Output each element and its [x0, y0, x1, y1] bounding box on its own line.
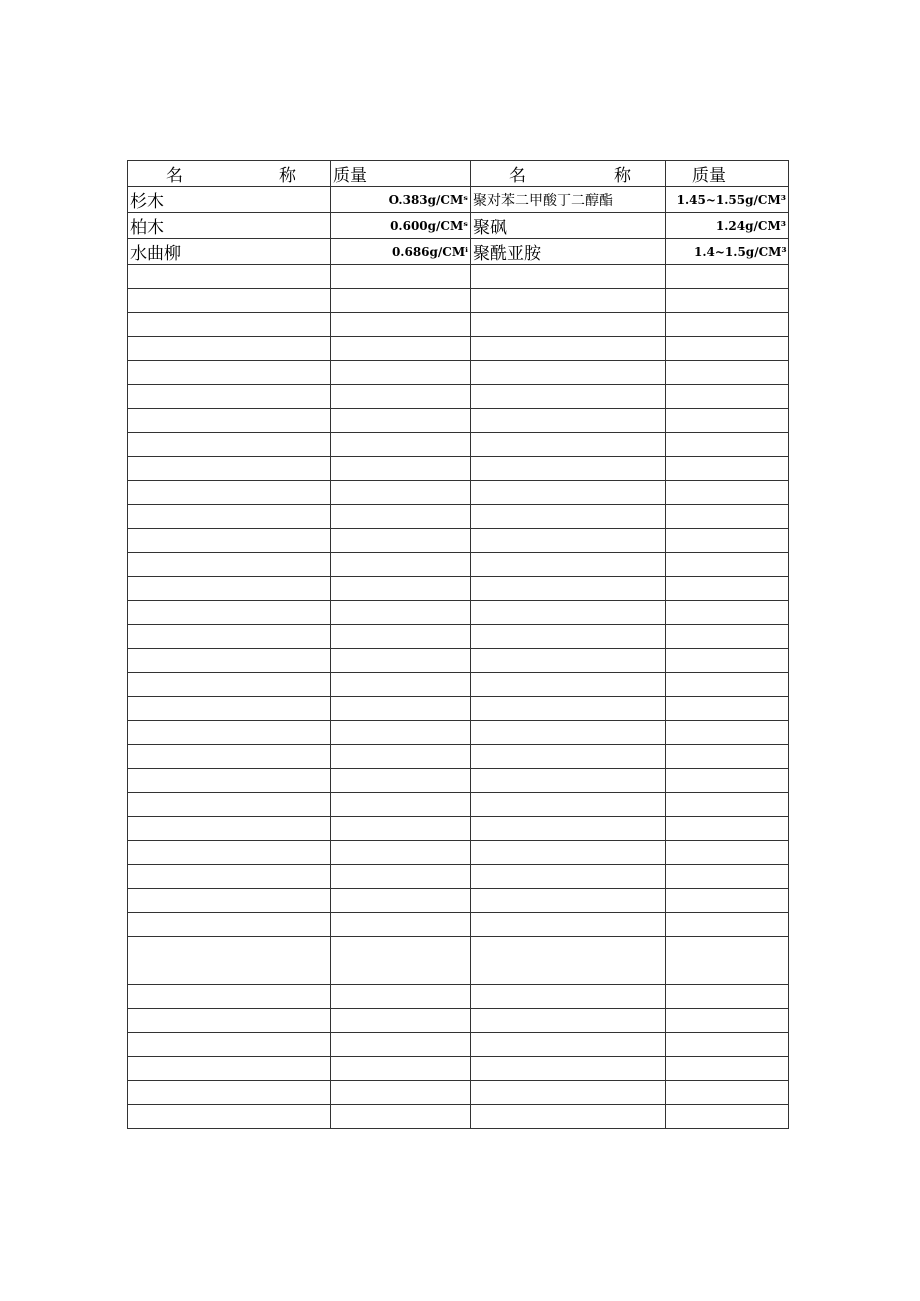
- empty-table-row: [128, 433, 789, 457]
- empty-mass-left-cell: [331, 313, 471, 337]
- empty-name-right-cell: [471, 337, 666, 361]
- empty-mass-left-cell: [331, 745, 471, 769]
- material-density-right: 1.45~1.55g∕CM³: [666, 187, 789, 213]
- empty-table-row: [128, 577, 789, 601]
- empty-mass-right-cell: [666, 793, 789, 817]
- empty-table-row: [128, 1105, 789, 1129]
- empty-mass-right-cell: [666, 1057, 789, 1081]
- empty-mass-left-cell: [331, 289, 471, 313]
- empty-mass-left-cell: [331, 385, 471, 409]
- empty-name-left-cell: [128, 433, 331, 457]
- empty-mass-left-cell: [331, 985, 471, 1009]
- empty-mass-left-cell: [331, 1057, 471, 1081]
- empty-mass-left-cell: [331, 481, 471, 505]
- empty-name-right-cell: [471, 793, 666, 817]
- empty-mass-left-cell: [331, 361, 471, 385]
- empty-name-left-cell: [128, 409, 331, 433]
- empty-table-row: [128, 985, 789, 1009]
- empty-mass-right-cell: [666, 673, 789, 697]
- header-name-left-char-1: 名: [166, 166, 183, 186]
- empty-mass-right-cell: [666, 1081, 789, 1105]
- empty-table-row: [128, 457, 789, 481]
- empty-name-right-cell: [471, 409, 666, 433]
- header-name-left-char-2: 称: [279, 166, 296, 186]
- empty-mass-left-cell: [331, 673, 471, 697]
- empty-name-right-cell: [471, 937, 666, 985]
- empty-mass-right-cell: [666, 865, 789, 889]
- empty-table-row: [128, 937, 789, 985]
- empty-name-left-cell: [128, 817, 331, 841]
- empty-name-left-cell: [128, 1105, 331, 1129]
- empty-table-row: [128, 673, 789, 697]
- empty-table-row: [128, 1081, 789, 1105]
- empty-name-right-cell: [471, 697, 666, 721]
- empty-mass-left-cell: [331, 529, 471, 553]
- empty-table-row: [128, 649, 789, 673]
- empty-name-left-cell: [128, 625, 331, 649]
- header-name-left: [128, 161, 331, 187]
- empty-mass-right-cell: [666, 697, 789, 721]
- header-mass-left: 质量: [331, 161, 471, 187]
- empty-name-left-cell: [128, 745, 331, 769]
- empty-mass-left-cell: [331, 697, 471, 721]
- empty-name-right-cell: [471, 433, 666, 457]
- empty-mass-right-cell: [666, 265, 789, 289]
- header-name-right-char-1: 名: [509, 166, 526, 186]
- empty-mass-right-cell: [666, 433, 789, 457]
- empty-name-right-cell: [471, 913, 666, 937]
- empty-mass-left-cell: [331, 625, 471, 649]
- empty-mass-right-cell: [666, 817, 789, 841]
- empty-name-right-cell: [471, 265, 666, 289]
- empty-table-row: [128, 1009, 789, 1033]
- empty-mass-right-cell: [666, 505, 789, 529]
- empty-name-right-cell: [471, 361, 666, 385]
- empty-table-row: [128, 793, 789, 817]
- empty-name-right-cell: [471, 889, 666, 913]
- empty-mass-left-cell: [331, 817, 471, 841]
- empty-mass-right-cell: [666, 1033, 789, 1057]
- empty-mass-left-cell: [331, 433, 471, 457]
- empty-table-row: [128, 601, 789, 625]
- empty-mass-left-cell: [331, 337, 471, 361]
- empty-table-row: [128, 769, 789, 793]
- empty-table-row: [128, 361, 789, 385]
- empty-table-row: [128, 697, 789, 721]
- empty-name-right-cell: [471, 1081, 666, 1105]
- empty-mass-right-cell: [666, 889, 789, 913]
- empty-mass-right-cell: [666, 985, 789, 1009]
- empty-name-left-cell: [128, 361, 331, 385]
- empty-mass-right-cell: [666, 841, 789, 865]
- empty-name-right-cell: [471, 505, 666, 529]
- empty-name-right-cell: [471, 1033, 666, 1057]
- empty-mass-left-cell: [331, 265, 471, 289]
- empty-mass-right-cell: [666, 937, 789, 985]
- material-name-right: 聚对苯二甲酸丁二醇酯: [471, 187, 666, 213]
- empty-name-left-cell: [128, 889, 331, 913]
- empty-name-right-cell: [471, 769, 666, 793]
- empty-mass-left-cell: [331, 649, 471, 673]
- empty-table-row: [128, 409, 789, 433]
- empty-mass-left-cell: [331, 1009, 471, 1033]
- empty-name-left-cell: [128, 529, 331, 553]
- empty-table-row: [128, 1033, 789, 1057]
- empty-name-right-cell: [471, 841, 666, 865]
- empty-name-left-cell: [128, 265, 331, 289]
- material-name-left: 柏木: [128, 213, 331, 239]
- table-row: [128, 187, 789, 213]
- empty-mass-left-cell: [331, 1105, 471, 1129]
- material-name-right: 聚砜: [471, 213, 666, 239]
- empty-name-right-cell: [471, 529, 666, 553]
- empty-name-right-cell: [471, 289, 666, 313]
- empty-name-right-cell: [471, 577, 666, 601]
- header-name-right-char-2: 称: [614, 166, 631, 186]
- empty-mass-right-cell: [666, 553, 789, 577]
- empty-mass-left-cell: [331, 577, 471, 601]
- empty-mass-left-cell: [331, 865, 471, 889]
- empty-mass-right-cell: [666, 361, 789, 385]
- header-mass-right: 质量: [666, 161, 789, 187]
- empty-mass-left-cell: [331, 1033, 471, 1057]
- header-name-right: [471, 161, 666, 187]
- empty-mass-left-cell: [331, 553, 471, 577]
- empty-table-row: [128, 481, 789, 505]
- empty-table-row: [128, 289, 789, 313]
- empty-name-left-cell: [128, 457, 331, 481]
- empty-mass-right-cell: [666, 649, 789, 673]
- empty-name-left-cell: [128, 673, 331, 697]
- empty-name-left-cell: [128, 1033, 331, 1057]
- empty-name-right-cell: [471, 553, 666, 577]
- empty-name-left-cell: [128, 505, 331, 529]
- empty-mass-right-cell: [666, 481, 789, 505]
- empty-name-left-cell: [128, 649, 331, 673]
- empty-table-row: [128, 337, 789, 361]
- header-row: [128, 161, 789, 187]
- empty-name-right-cell: [471, 457, 666, 481]
- material-name-left: 水曲柳: [128, 239, 331, 265]
- empty-mass-left-cell: [331, 889, 471, 913]
- empty-mass-left-cell: [331, 457, 471, 481]
- empty-mass-right-cell: [666, 721, 789, 745]
- empty-name-left-cell: [128, 289, 331, 313]
- empty-table-row: [128, 841, 789, 865]
- empty-name-left-cell: [128, 313, 331, 337]
- empty-table-row: [128, 529, 789, 553]
- empty-name-right-cell: [471, 625, 666, 649]
- empty-name-left-cell: [128, 985, 331, 1009]
- empty-name-right-cell: [471, 817, 666, 841]
- empty-mass-right-cell: [666, 385, 789, 409]
- empty-name-left-cell: [128, 337, 331, 361]
- material-name-right: 聚酰亚胺: [471, 239, 666, 265]
- empty-mass-right-cell: [666, 409, 789, 433]
- empty-table-row: [128, 1057, 789, 1081]
- material-density-right: 1.4~1.5g∕CM³: [666, 239, 789, 265]
- empty-mass-right-cell: [666, 457, 789, 481]
- empty-mass-right-cell: [666, 913, 789, 937]
- empty-table-row: [128, 865, 789, 889]
- empty-name-right-cell: [471, 649, 666, 673]
- empty-mass-right-cell: [666, 601, 789, 625]
- empty-table-row: [128, 889, 789, 913]
- empty-name-left-cell: [128, 385, 331, 409]
- empty-mass-right-cell: [666, 289, 789, 313]
- empty-mass-left-cell: [331, 721, 471, 745]
- empty-mass-right-cell: [666, 1105, 789, 1129]
- empty-mass-right-cell: [666, 577, 789, 601]
- empty-table-row: [128, 625, 789, 649]
- empty-name-right-cell: [471, 721, 666, 745]
- empty-name-right-cell: [471, 1105, 666, 1129]
- empty-name-right-cell: [471, 673, 666, 697]
- empty-mass-left-cell: [331, 409, 471, 433]
- empty-table-row: [128, 385, 789, 409]
- empty-name-left-cell: [128, 1009, 331, 1033]
- empty-table-row: [128, 913, 789, 937]
- empty-name-left-cell: [128, 841, 331, 865]
- empty-table-row: [128, 313, 789, 337]
- material-density-left: O.383g∕CMˢ: [331, 187, 471, 213]
- empty-name-left-cell: [128, 1057, 331, 1081]
- empty-table-row: [128, 721, 789, 745]
- empty-mass-left-cell: [331, 913, 471, 937]
- empty-mass-right-cell: [666, 529, 789, 553]
- empty-name-right-cell: [471, 481, 666, 505]
- empty-name-left-cell: [128, 721, 331, 745]
- empty-name-right-cell: [471, 1009, 666, 1033]
- empty-mass-left-cell: [331, 505, 471, 529]
- material-density-left: 0.686g∕CMⁱ: [331, 239, 471, 265]
- empty-mass-right-cell: [666, 313, 789, 337]
- empty-mass-left-cell: [331, 601, 471, 625]
- empty-mass-right-cell: [666, 745, 789, 769]
- empty-mass-left-cell: [331, 1081, 471, 1105]
- empty-table-row: [128, 265, 789, 289]
- empty-name-right-cell: [471, 313, 666, 337]
- empty-mass-right-cell: [666, 337, 789, 361]
- empty-name-right-cell: [471, 865, 666, 889]
- table-row: [128, 239, 789, 265]
- empty-table-row: [128, 745, 789, 769]
- material-name-left: 杉木: [128, 187, 331, 213]
- density-table: [127, 160, 789, 1129]
- empty-mass-left-cell: [331, 937, 471, 985]
- empty-name-right-cell: [471, 985, 666, 1009]
- material-density-right: 1.24g∕CM³: [666, 213, 789, 239]
- empty-mass-right-cell: [666, 769, 789, 793]
- empty-mass-right-cell: [666, 625, 789, 649]
- empty-table-row: [128, 553, 789, 577]
- empty-name-right-cell: [471, 1057, 666, 1081]
- empty-name-left-cell: [128, 553, 331, 577]
- empty-name-right-cell: [471, 745, 666, 769]
- empty-name-left-cell: [128, 793, 331, 817]
- empty-name-right-cell: [471, 385, 666, 409]
- empty-name-right-cell: [471, 601, 666, 625]
- empty-name-left-cell: [128, 577, 331, 601]
- empty-name-left-cell: [128, 937, 331, 985]
- table-row: [128, 213, 789, 239]
- empty-name-left-cell: [128, 865, 331, 889]
- empty-name-left-cell: [128, 1081, 331, 1105]
- empty-mass-left-cell: [331, 841, 471, 865]
- empty-table-row: [128, 505, 789, 529]
- empty-mass-left-cell: [331, 793, 471, 817]
- empty-mass-right-cell: [666, 1009, 789, 1033]
- empty-name-left-cell: [128, 913, 331, 937]
- empty-name-left-cell: [128, 769, 331, 793]
- empty-mass-left-cell: [331, 769, 471, 793]
- empty-table-row: [128, 817, 789, 841]
- empty-name-left-cell: [128, 697, 331, 721]
- empty-name-left-cell: [128, 481, 331, 505]
- empty-name-left-cell: [128, 601, 331, 625]
- material-density-left: 0.600g∕CMˢ: [331, 213, 471, 239]
